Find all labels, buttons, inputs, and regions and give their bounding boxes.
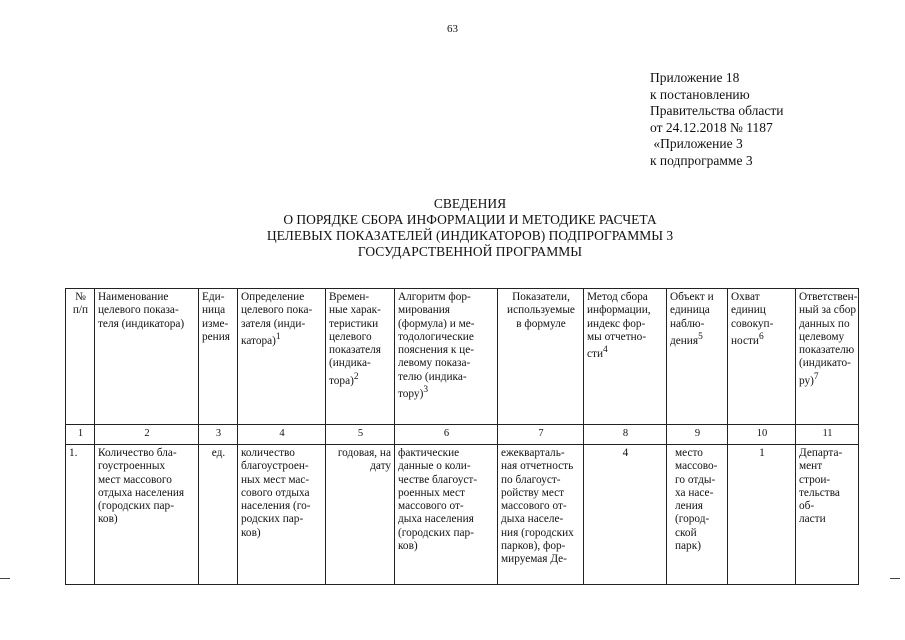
margin-mark-left <box>0 578 10 579</box>
header-cell: Охват единиц совокуп- ности$^6$ <box>728 289 796 425</box>
column-number: 8 <box>584 425 667 445</box>
annex-block <box>650 70 783 169</box>
table-cell: фактические данные о коли- честве благоуст- роенных мест массового от- дыха населения (городских пар- ков) <box>395 445 498 585</box>
table-cell: 1 <box>728 445 796 585</box>
header-cell: Наименование целевого показа- теля (индикатора) <box>95 289 199 425</box>
table-cell: 4 <box>584 445 667 585</box>
title-line: О ПОРЯДКЕ СБОРА ИНФОРМАЦИИ И МЕТОДИКЕ РАСЧЕТА <box>283 212 657 227</box>
table-cell: ежекварталь- ная отчетность по благоуст- ройству мест массового от- дыха населе- ния (городских парков), фор- мируемая Де- <box>498 445 584 585</box>
column-number: 1 <box>66 425 95 445</box>
header-cell: Показатели, используемые в формуле <box>498 289 584 425</box>
table-cell: место массово- го отды- ха насе- ления (город- ской парк) <box>667 445 728 585</box>
footnote-mark: 5 <box>698 331 703 342</box>
annex-line: Правительства области <box>650 103 784 118</box>
indicators-table <box>65 288 859 585</box>
footnote-mark: 6 <box>758 331 764 342</box>
table-row <box>66 445 859 585</box>
column-number: 11 <box>796 425 859 445</box>
header-cell: № п/п <box>66 289 95 425</box>
table-cell: Департа- мент строи- тельства об- ласти <box>796 445 859 585</box>
table-cell: годовая, на дату <box>326 445 395 585</box>
column-number: 3 <box>199 425 238 445</box>
footnote-mark: 1 <box>275 331 281 342</box>
column-number: 9 <box>667 425 728 445</box>
header-cell: Еди- ница изме- рения <box>199 289 238 425</box>
table-cell: 1. <box>66 445 95 585</box>
header-cell: Алгоритм фор- мирования (формула) и ме- тодологические пояснения к це- левому показа- телю (индика- тору)$^3$ <box>395 289 498 425</box>
document-title <box>0 196 905 260</box>
annex-line: от 24.12.2018 № 1187 <box>650 119 773 135</box>
footnote-mark: 3 <box>423 385 429 396</box>
table-cell: Количество бла- гоустроенных мест массового отдыха населения (городских пар- ков) <box>95 445 199 585</box>
table-cell: ед. <box>199 445 238 585</box>
table-cell: количество благоустроен- ных мест мас- сового отдыха населения (го- родских пар- ков) <box>238 445 326 585</box>
column-number: 6 <box>395 425 498 445</box>
title-line: СВЕДЕНИЯ <box>433 196 507 211</box>
annex-line: Приложение 18 <box>650 70 740 85</box>
annex-line: к подпрограмме 3 <box>650 152 753 168</box>
header-cell: Ответствен- ный за сбор данных по целевому показателю (индикато- ру)$^7$ <box>796 289 859 425</box>
header-cell: Времен- ные харак- теристики целевого показателя (индика- тора)$^2$ <box>326 289 395 425</box>
header-cell: Определение целевого пока- зателя (инди- катора)$^1$ <box>238 289 326 425</box>
footnote-mark: 7 <box>813 371 819 382</box>
annex-line: к постановлению <box>650 86 750 102</box>
margin-mark-right <box>890 578 900 579</box>
column-number: 10 <box>728 425 796 445</box>
header-cell: Метод сбора информации, индекс фор- мы отчетно- сти$^4$ <box>584 289 667 425</box>
column-number: 7 <box>498 425 584 445</box>
column-number: 2 <box>95 425 199 445</box>
column-number: 5 <box>326 425 395 445</box>
page-number: 63 <box>447 23 458 35</box>
title-line: ЦЕЛЕВЫХ ПОКАЗАТЕЛЕЙ (ИНДИКАТОРОВ) ПОДПРОГРАММЫ 3 <box>266 228 674 243</box>
table-header-row <box>66 289 859 425</box>
column-number: 4 <box>238 425 326 445</box>
header-cell: Объект и единица наблю- дения$^5$ <box>667 289 728 425</box>
title-line: ГОСУДАРСТВЕННОЙ ПРОГРАММЫ <box>357 244 583 259</box>
annex-line: «Приложение 3 <box>650 136 743 151</box>
column-number-row <box>66 425 859 445</box>
footnote-mark: 2 <box>353 371 359 382</box>
footnote-mark: 4 <box>603 345 608 356</box>
